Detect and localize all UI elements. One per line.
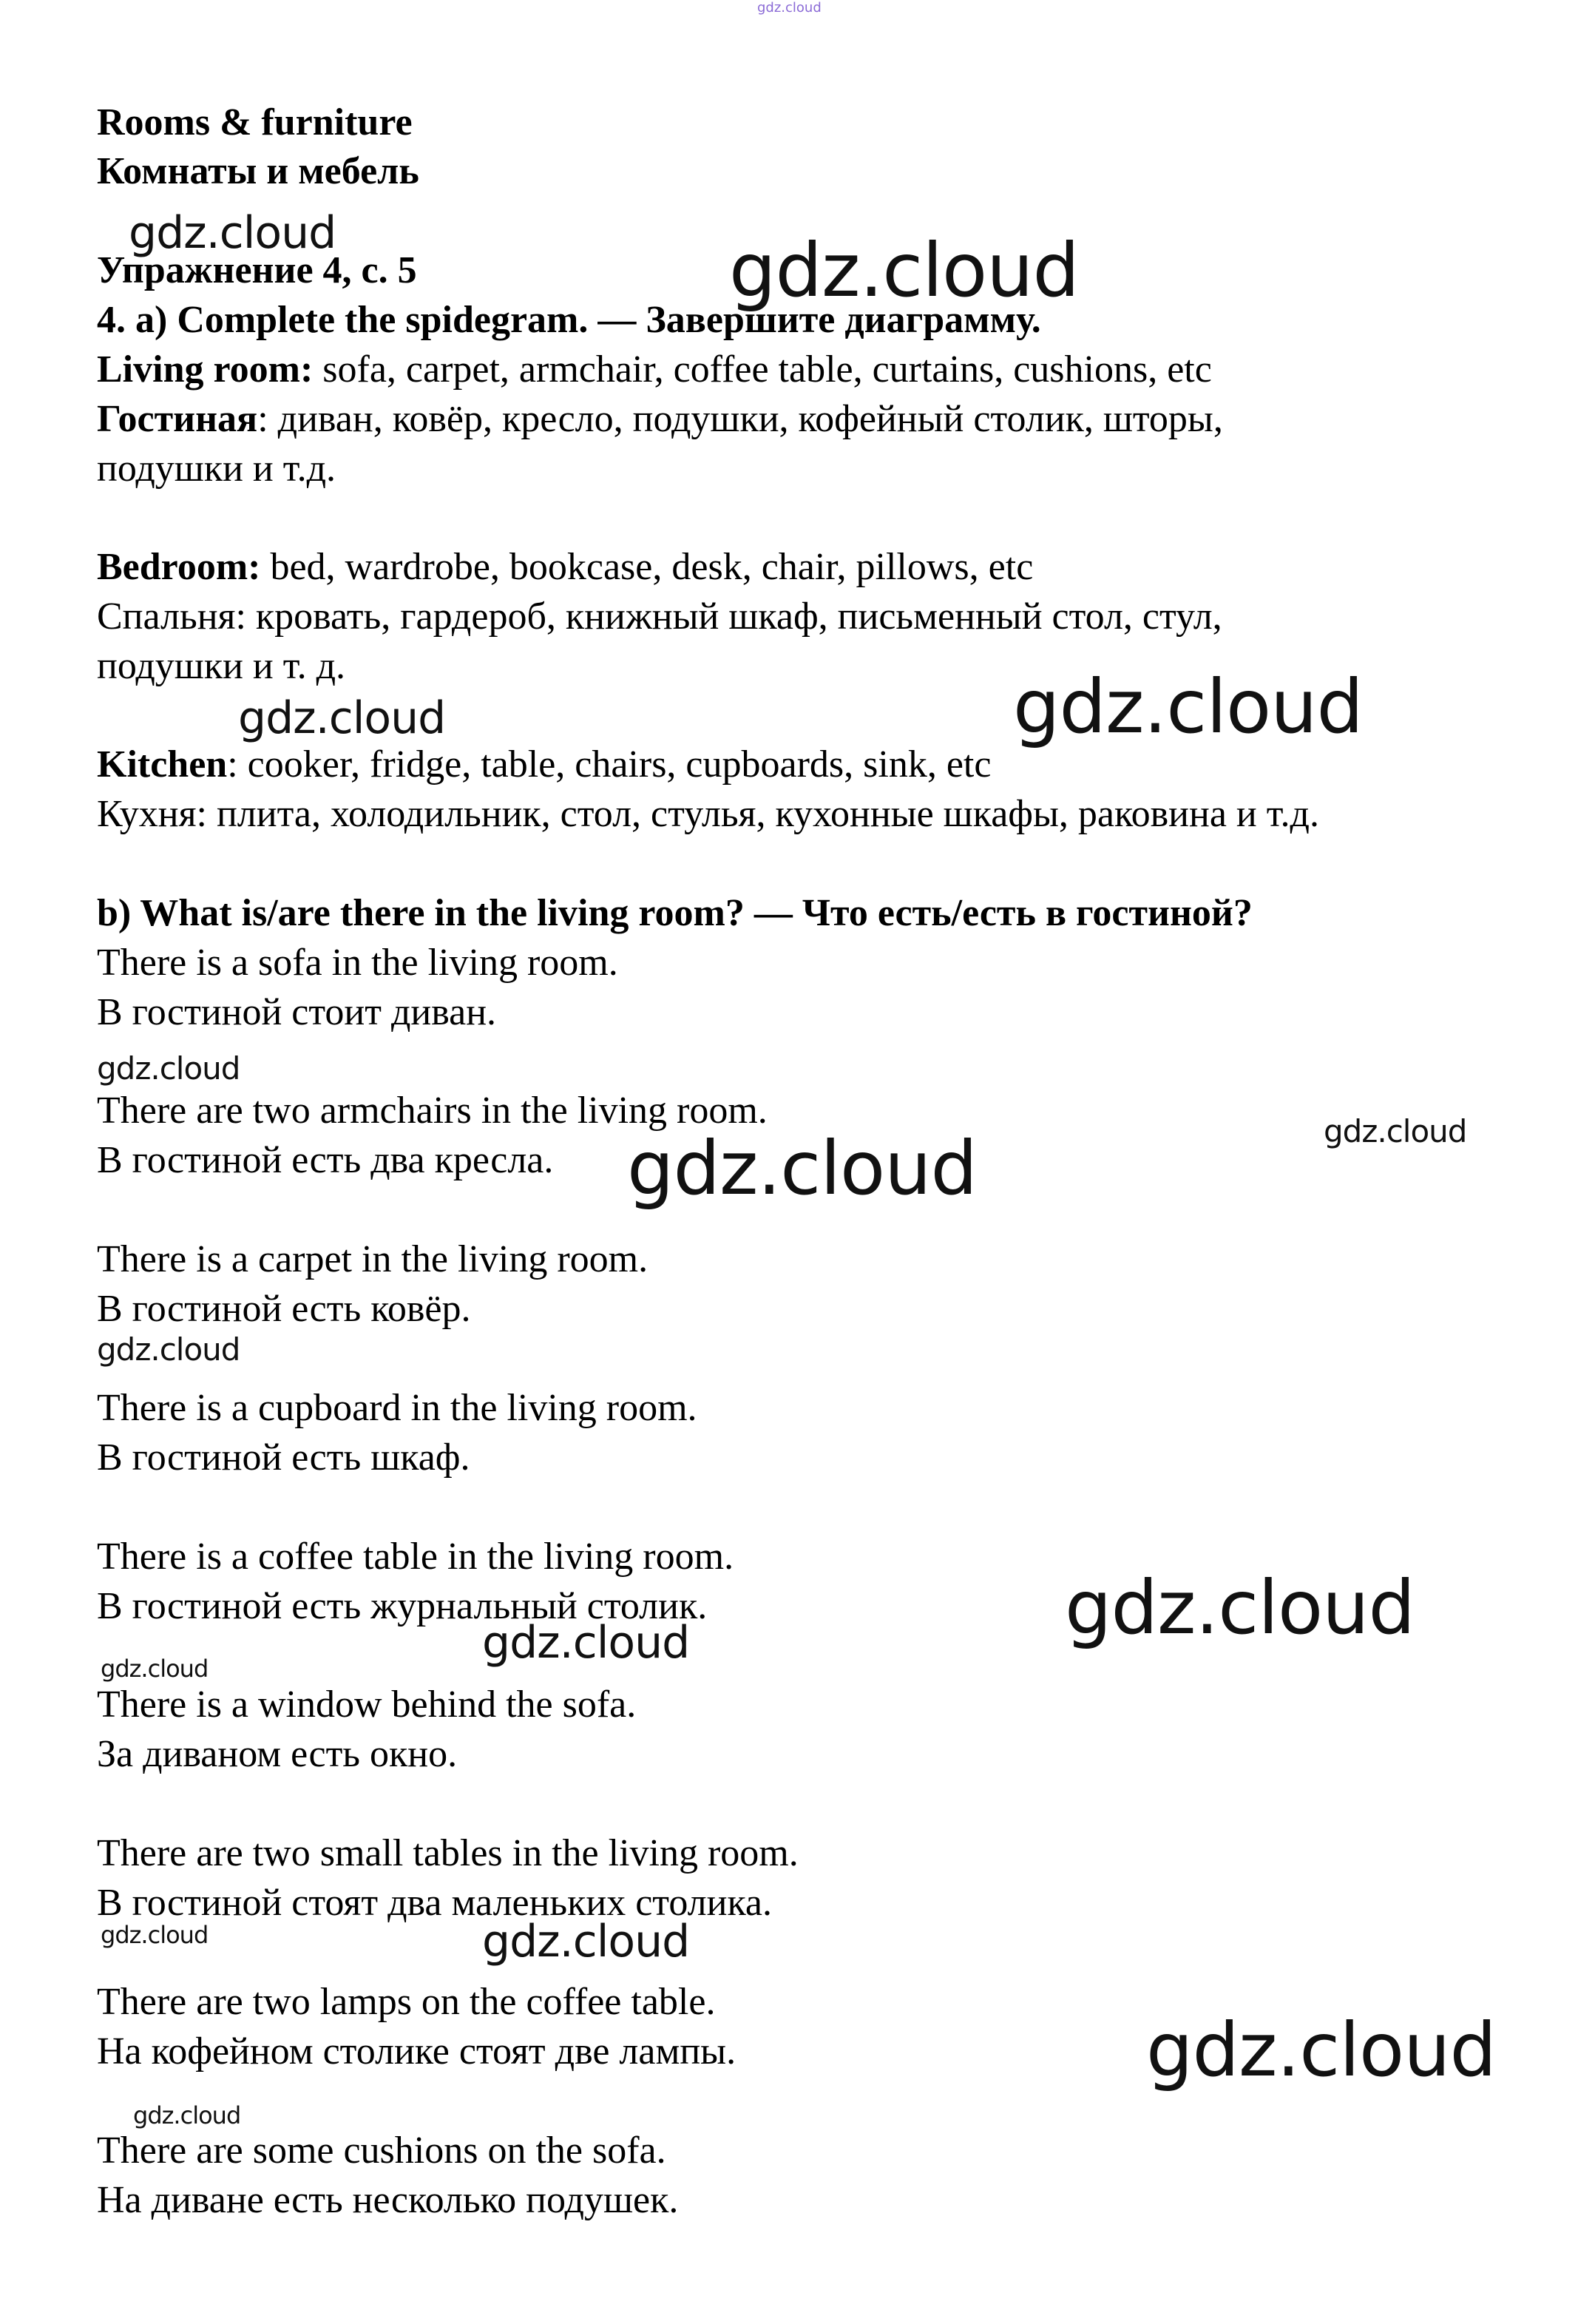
watermark: gdz.cloud bbox=[627, 1125, 978, 1212]
title-ru: Комнаты и мебель bbox=[97, 150, 419, 192]
kitchen-label: Kitchen bbox=[97, 743, 228, 786]
watermark-top: gdz.cloud bbox=[757, 0, 822, 16]
bedroom-items: bed, wardrobe, bookcase, desk, chair, pillows, etc bbox=[260, 546, 1034, 588]
living-room-ru-line bbox=[97, 395, 1223, 444]
bedroom-line bbox=[97, 543, 1033, 592]
watermark: gdz.cloud bbox=[238, 692, 446, 744]
watermark: gdz.cloud bbox=[97, 1050, 240, 1087]
sentence-en: There are some cushions on the sofa. bbox=[97, 2129, 666, 2172]
sentence-ru: В гостиной есть два кресла. bbox=[97, 1139, 554, 1181]
watermark: gdz.cloud bbox=[133, 2101, 241, 2129]
sentence-en: There are two small tables in the living room. bbox=[97, 1832, 799, 1874]
sentence-en: There is a cupboard in the living room. bbox=[97, 1387, 697, 1429]
kitchen-ru-line: Кухня: плита, холодильник, стол, стулья, кухонные шкафы, раковина и т.д. bbox=[97, 793, 1320, 835]
living-room-ru-line-2: подушки и т.д. bbox=[97, 447, 336, 490]
sentence-ru: В гостиной есть шкаф. bbox=[97, 1436, 470, 1479]
watermark: gdz.cloud bbox=[129, 207, 336, 259]
exercise-heading: Упражнение 4, с. 5 bbox=[97, 249, 417, 291]
sentence-en: There are two lamps on the coffee table. bbox=[97, 1981, 716, 2023]
living-room-label: Living room: bbox=[97, 348, 314, 391]
watermark: gdz.cloud bbox=[1065, 1564, 1415, 1651]
living-room-items: sofa, carpet, armchair, coffee table, curtains, cushions, etc bbox=[313, 348, 1212, 391]
sentence-ru: За диваном есть окно. bbox=[97, 1733, 458, 1775]
watermark: gdz.cloud bbox=[101, 1655, 209, 1683]
sentence-ru: В гостиной стоят два маленьких столика. bbox=[97, 1882, 772, 1924]
sentence-ru: На диване есть несколько подушек. bbox=[97, 2179, 679, 2221]
living-room-line bbox=[97, 345, 1212, 394]
title-en: Rooms & furniture bbox=[97, 101, 413, 143]
section-b-heading: b) What is/are there in the living room? — Что есть/есть в гостиной? bbox=[97, 892, 1253, 934]
watermark: gdz.cloud bbox=[482, 1916, 690, 1967]
sentence-ru: В гостиной есть журнальный столик. bbox=[97, 1585, 708, 1627]
living-room-ru-items: : диван, ковёр, кресло, подушки, кофейный столик, шторы, bbox=[257, 398, 1223, 440]
watermark: gdz.cloud bbox=[1324, 1113, 1467, 1149]
watermark: gdz.cloud bbox=[1146, 2007, 1497, 2093]
kitchen-line bbox=[97, 740, 991, 789]
kitchen-items: : cooker, fridge, table, chairs, cupboards, sink, etc bbox=[227, 743, 992, 786]
bedroom-ru-line-1: Спальня: кровать, гардероб, книжный шкаф, письменный стол, стул, bbox=[97, 595, 1222, 638]
sentence-en: There is a sofa in the living room. bbox=[97, 942, 618, 984]
sentence-en: There is a coffee table in the living room. bbox=[97, 1536, 734, 1578]
sentence-ru: На кофейном столике стоят две лампы. bbox=[97, 2030, 736, 2073]
sentence-en: There is a window behind the sofa. bbox=[97, 1683, 637, 1726]
living-room-ru-label: Гостиная bbox=[97, 398, 258, 440]
watermark: gdz.cloud bbox=[97, 1331, 240, 1368]
sentence-en: There are two armchairs in the living room. bbox=[97, 1090, 768, 1132]
sentence-en: There is a carpet in the living room. bbox=[97, 1238, 649, 1280]
watermark: gdz.cloud bbox=[482, 1617, 690, 1669]
bedroom-ru-line-2: подушки и т. д. bbox=[97, 645, 346, 687]
sentence-ru: В гостиной стоит диван. bbox=[97, 991, 497, 1033]
watermark: gdz.cloud bbox=[101, 1921, 209, 1949]
section-a-heading: 4. a) Complete the spidegram. — Завершите диаграмму. bbox=[97, 299, 1041, 341]
bedroom-label: Bedroom: bbox=[97, 546, 261, 588]
watermark: gdz.cloud bbox=[1013, 663, 1364, 750]
watermark: gdz.cloud bbox=[729, 227, 1080, 314]
sentence-ru: В гостиной есть ковёр. bbox=[97, 1288, 471, 1330]
